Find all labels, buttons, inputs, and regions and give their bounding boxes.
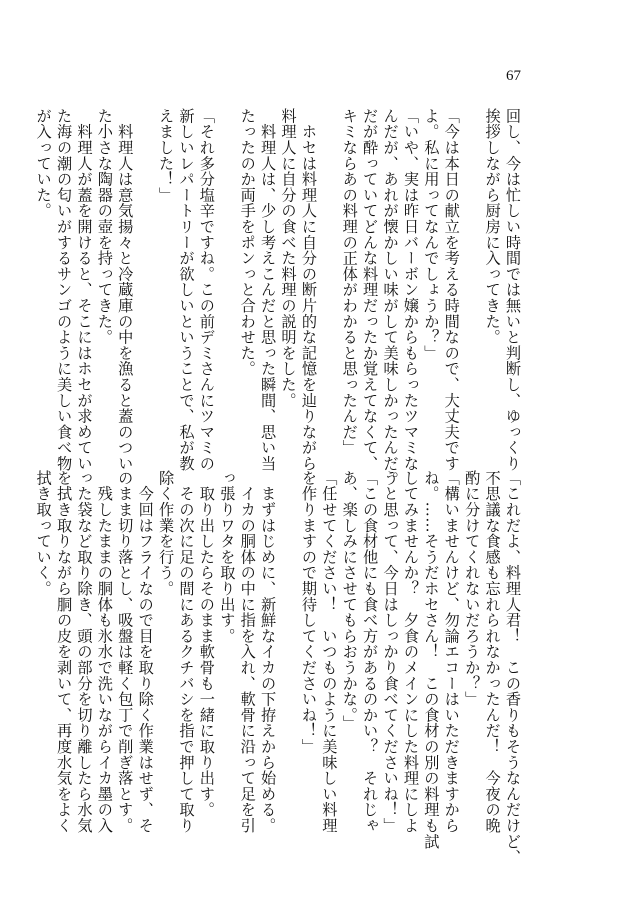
text-line: 不思議な食感も忘れられなかったんだ！ 今夜の晩 [483, 470, 502, 834]
text-line: イカの胴体の中に指を入れ、軟骨に沿って足を引 [238, 470, 257, 834]
text-line: だが酔っていてどんな料理だったか覚えてなくて、 [361, 108, 380, 472]
text-line: 取り出したらそのまま軟骨も一緒に取り出す。 [197, 470, 216, 818]
text-line: うと思って、今日はしっかり食べてくださいね！」 [381, 470, 400, 834]
text-line: まずはじめに、新鮮なイカの下拵えから始める。 [259, 470, 278, 834]
text-line: 残したままの胴体も氷水で洗いながらイカ墨の入 [95, 470, 114, 834]
text-line: 「この食材他にも食べ方があるのかい？ それじゃ [361, 470, 380, 834]
text-line: してみませんか？ 夕食のメインにした料理にしよ [401, 470, 420, 834]
text-line [135, 108, 155, 438]
upper-text-block [33, 108, 523, 488]
text-line: 「任せてください！ いつものように美味しい料理 [320, 470, 339, 834]
text-line: った袋など取り除き、頭の部分を切り離したら水気 [75, 470, 94, 834]
text-line: を作りますので期待してくださいね！」 [299, 470, 318, 755]
text-line [217, 108, 237, 438]
text-line: 「いや、実は昨日バーボン嬢からもらったツマミな [401, 108, 420, 472]
text-line: 料理人に自分の食べた料理の説明をした。 [279, 108, 298, 409]
page-number: 67 [506, 68, 521, 84]
text-line: よ。私に用ってなんでしょうか？」 [422, 108, 441, 361]
text-line: 「今は本日の献立を考える時間なので、大丈夫です [442, 108, 461, 472]
text-line: たったのか両手をポンっと合わせた。 [238, 108, 257, 377]
text-line: 料理人が蓋を開けると、そこにはホセが求めてい [75, 108, 94, 472]
text-line: 料理人は意気揚々と冷蔵庫の中を漁ると蓋のつい [116, 108, 135, 472]
text-line: を拭き取りながら胴の皮を剥いて、再度水気をよく [55, 470, 74, 834]
lower-text-block [33, 470, 523, 865]
text-line: 酌に分けてくれないだろうか？」 [463, 470, 482, 707]
text-line [278, 470, 298, 810]
text-line: 挨拶しながら厨房に入ってきた。 [483, 108, 502, 345]
text-line: 今回はフライなので目を取り除く作業はせず、そ [136, 470, 155, 834]
text-line: ホセは料理人に自分の断片的な記憶を辿りながら [299, 108, 318, 472]
text-line: 新しいレパートリーが欲しいということで、私が教 [177, 108, 196, 472]
text-line [319, 108, 339, 438]
text-line [462, 108, 482, 438]
text-line: 「構いませんけど、勿論エコーはいただきますから [442, 470, 461, 834]
text-line: 拭き取っていく。 [34, 470, 53, 597]
text-line: えました！」 [157, 108, 176, 203]
text-line: た海の潮の匂いがするサンゴのように美しい食べ物 [55, 108, 74, 472]
text-line: 「これだよ、料理人君！ この香りもそうなんだけど、 [504, 470, 522, 865]
text-line: 除く作業を行う。 [157, 470, 176, 597]
text-line: が入っていた。 [34, 108, 53, 219]
text-line: 「それ多分塩辛ですね。この前デミさんにツマミの [197, 108, 216, 472]
text-line: んだが、あれが懐かしい味がして美味しかったんだ。 [381, 108, 400, 488]
text-line: 料理人は、少し考えこんだと思った瞬間、思い当 [259, 108, 278, 472]
text-line: た小さな陶器の壺を持ってきた。 [95, 108, 114, 345]
text-line: あ、楽しみにさせてもらおうかな。」 [340, 470, 359, 731]
text-line: その次に足の間にあるクチバシを指で押して取り [177, 470, 196, 834]
text-line: のまま切り落とし、吸盤は軽く包丁で削ぎ落とす。 [116, 470, 135, 834]
text-line: ね。……そうだホセさん！ この食材の別の料理も試 [422, 470, 441, 850]
text-line: っ張りワタを取り出す。 [218, 470, 237, 644]
text-line: 回し、今は忙しい時間では無いと判断し、ゆっくり [504, 108, 522, 472]
text-line: キミならあの料理の正体がわかると思ったんだ」 [340, 108, 359, 456]
